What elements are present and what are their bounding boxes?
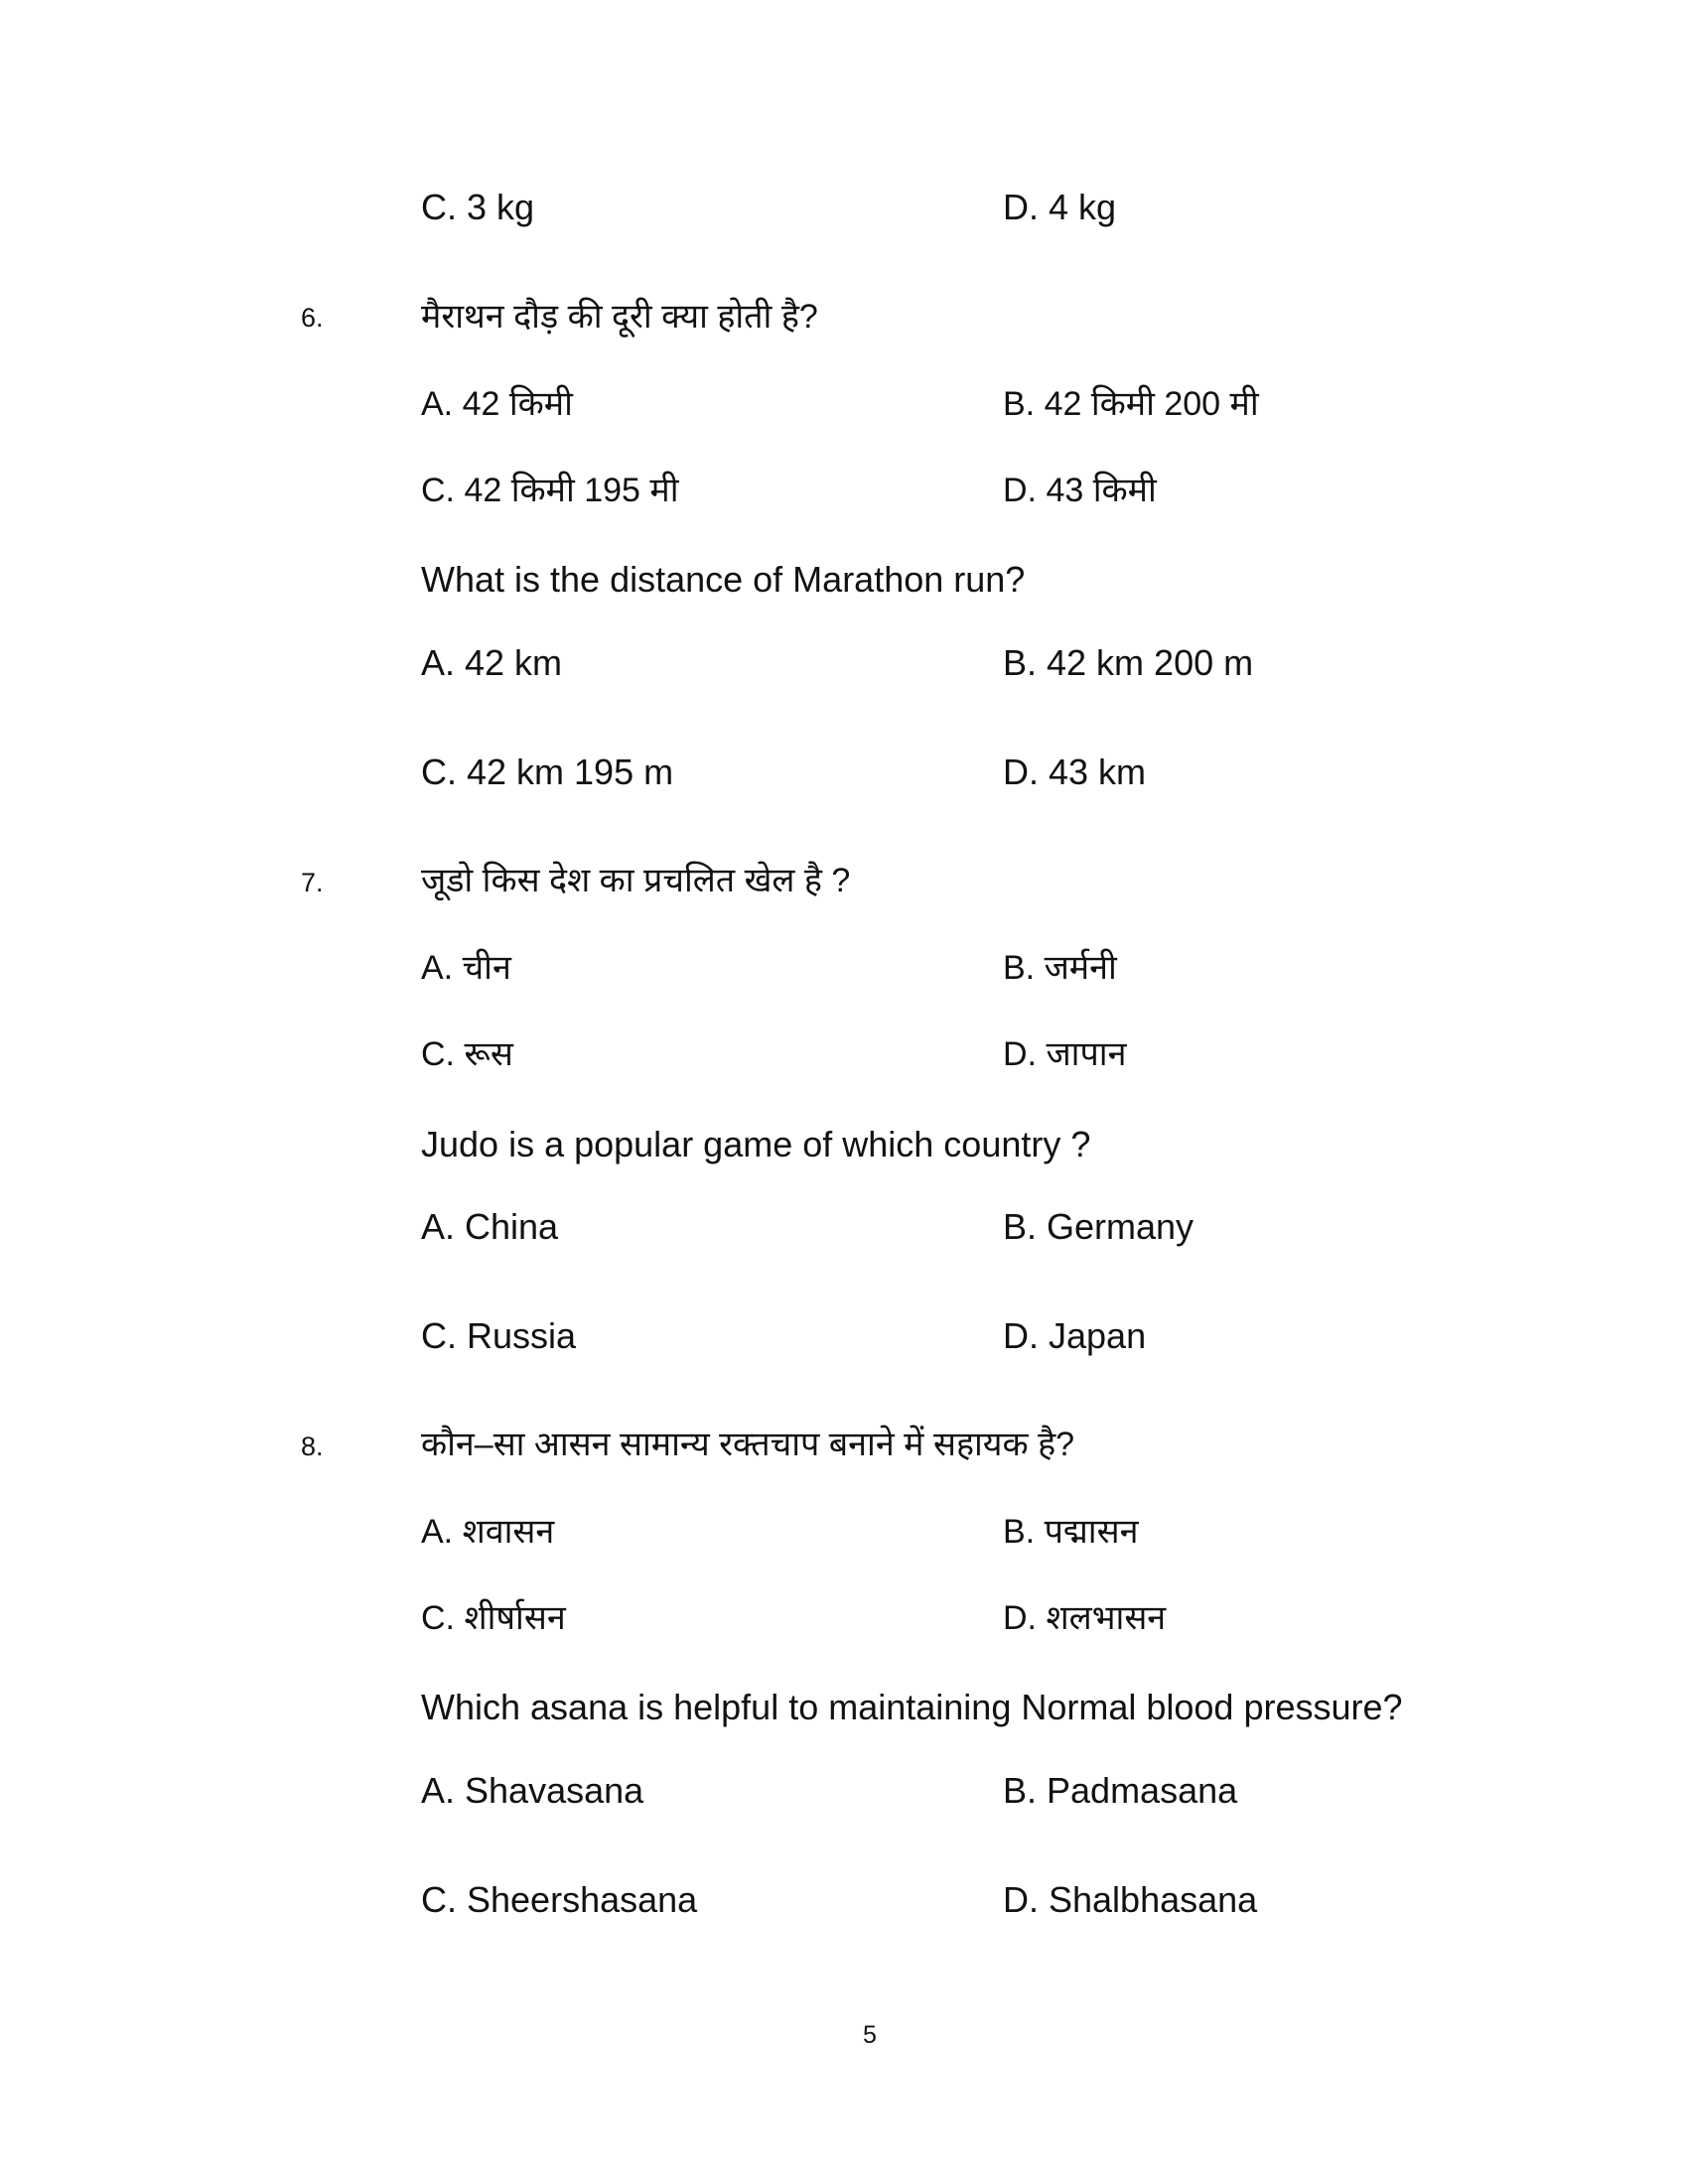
option-d-hindi: D. शलभासन bbox=[1003, 1599, 1167, 1637]
option-a-hindi: A. 42 किमी bbox=[421, 385, 573, 423]
option-d-english: D. Japan bbox=[1003, 1315, 1147, 1356]
option-d-english: D. 43 km bbox=[1003, 751, 1147, 792]
option-a-english: A. China bbox=[421, 1206, 559, 1247]
option-d: D. 4 kg bbox=[1003, 187, 1117, 227]
question-text-hindi: कौन–सा आसन सामान्य रक्तचाप बनाने में सहायक है? bbox=[421, 1426, 1075, 1463]
option-a-english: A. Shavasana bbox=[421, 1770, 644, 1811]
option-c-english: C. 42 km 195 m bbox=[421, 751, 674, 792]
option-a-english: A. 42 km bbox=[421, 642, 563, 683]
option-c: C. 3 kg bbox=[421, 187, 535, 227]
question-number: 6. bbox=[301, 303, 324, 333]
option-b-hindi: B. जर्मनी bbox=[1003, 949, 1117, 987]
question-number: 7. bbox=[301, 868, 324, 897]
option-b-hindi: B. पद्मासन bbox=[1003, 1513, 1139, 1551]
option-b-hindi: B. 42 किमी 200 मी bbox=[1003, 385, 1259, 423]
option-c-hindi: C. शीर्षासन bbox=[421, 1599, 566, 1637]
option-a-hindi: A. चीन bbox=[421, 949, 511, 987]
option-a-hindi: A. शवासन bbox=[421, 1513, 555, 1551]
option-c-hindi: C. रूस bbox=[421, 1035, 513, 1073]
option-d-hindi: D. जापान bbox=[1003, 1035, 1127, 1073]
option-b-english: B. Germany bbox=[1003, 1206, 1195, 1247]
option-c-english: C. Sheershasana bbox=[421, 1879, 698, 1920]
option-d-english: D. Shalbhasana bbox=[1003, 1879, 1258, 1920]
question-text-hindi: मैराथन दौड़ की दूरी क्या होती है? bbox=[421, 298, 818, 336]
question-text-english: What is the distance of Marathon run? bbox=[421, 559, 1026, 600]
question-text-hindi: जूडो किस देश का प्रचलित खेल है ? bbox=[421, 862, 851, 899]
option-b-english: B. Padmasana bbox=[1003, 1770, 1238, 1811]
option-c-hindi: C. 42 किमी 195 मी bbox=[421, 472, 679, 509]
question-number: 8. bbox=[301, 1432, 324, 1461]
question-text-english: Which asana is helpful to maintaining Normal blood pressure? bbox=[421, 1687, 1403, 1727]
question-text-english: Judo is a popular game of which country ? bbox=[421, 1124, 1091, 1164]
option-b-english: B. 42 km 200 m bbox=[1003, 642, 1254, 683]
option-d-hindi: D. 43 किमी bbox=[1003, 472, 1157, 509]
page-number: 5 bbox=[863, 2021, 877, 2049]
option-c-english: C. Russia bbox=[421, 1315, 577, 1356]
